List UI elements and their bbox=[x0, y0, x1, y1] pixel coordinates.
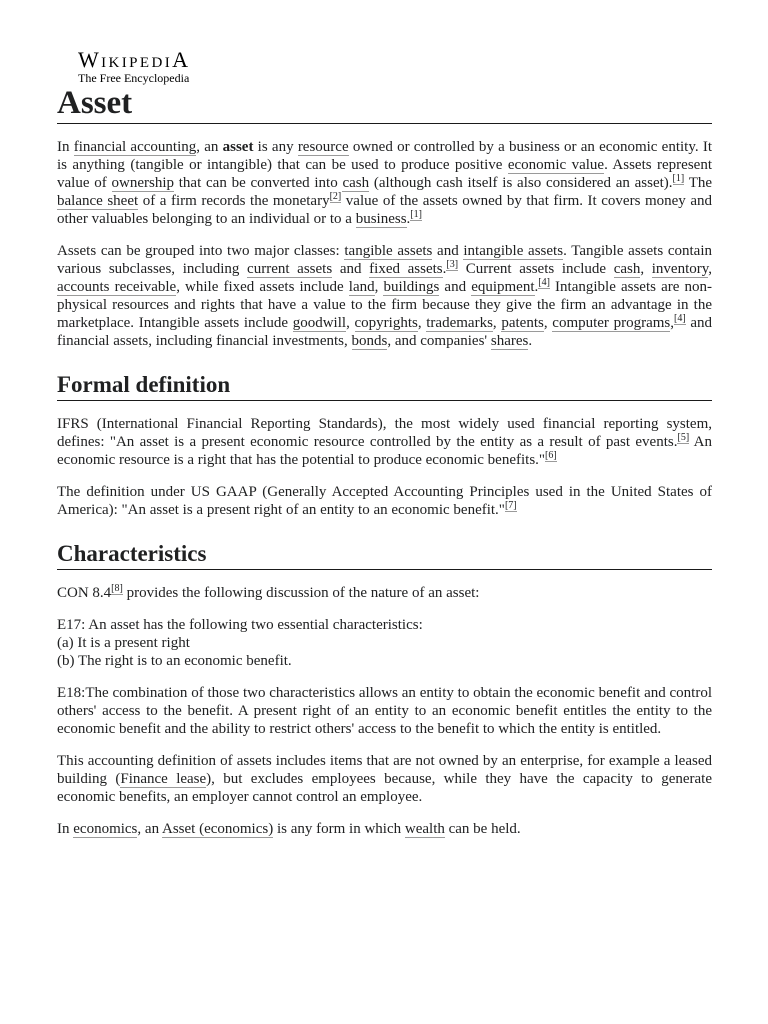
link-buildings[interactable]: buildings bbox=[383, 279, 440, 295]
bold-term: asset bbox=[222, 139, 254, 155]
paragraph-text: ), but excludes employees because, while they have the capacity to generate economic benefits, an employer cannot control an employee. bbox=[57, 771, 712, 805]
paragraph-text: provides the following discussion of the nature of an asset: bbox=[122, 585, 480, 601]
paragraph-text: is any bbox=[253, 139, 298, 155]
paragraph-text: can be held. bbox=[444, 821, 521, 837]
paragraph-text: In bbox=[57, 139, 74, 155]
link-asset-economics[interactable]: Asset (economics) bbox=[162, 821, 274, 837]
link-fixed-assets[interactable]: fixed assets bbox=[369, 261, 443, 277]
link-intangible-assets[interactable]: intangible assets bbox=[463, 243, 564, 259]
paragraph-text: , bbox=[346, 315, 355, 331]
paragraph-text: and bbox=[432, 243, 464, 259]
paragraph-text: CON 8.4 bbox=[57, 585, 112, 601]
paragraph-text: , and companies' bbox=[387, 333, 491, 349]
paragraph-text: An economic resource is a right that has the potential to produce economic benefits." bbox=[57, 434, 713, 468]
paragraph-text: . bbox=[528, 333, 533, 349]
paragraph-text: . bbox=[534, 279, 539, 295]
paragraph-text: . Tangible assets contain various subclasses, including bbox=[57, 243, 712, 277]
paragraph-text: and bbox=[332, 261, 370, 277]
paragraph-text: , an bbox=[137, 821, 162, 837]
paragraph-text: , bbox=[374, 279, 384, 295]
link-ownership[interactable]: ownership bbox=[111, 175, 174, 191]
paragraph-text: IFRS (International Financial Reporting Standards), the most widely used financial reporting system, defines: "An asset is a present economic resource controlled by the entity as a result of past events. bbox=[57, 416, 712, 450]
logo-tagline: The Free Encyclopedia bbox=[78, 71, 190, 85]
paragraph-text: , bbox=[417, 315, 427, 331]
paragraph bbox=[57, 616, 712, 670]
link-shares[interactable]: shares bbox=[490, 333, 529, 349]
link-trademarks[interactable]: trademarks bbox=[426, 315, 493, 331]
link-goodwill[interactable]: goodwill bbox=[292, 315, 347, 331]
link-tangible-assets[interactable]: tangible assets bbox=[344, 243, 433, 259]
article bbox=[57, 84, 712, 838]
citation-link[interactable]: [4] bbox=[538, 277, 550, 288]
citation-link[interactable]: [4] bbox=[674, 313, 686, 324]
paragraph bbox=[57, 684, 712, 738]
paragraph-text: Current assets include bbox=[458, 261, 614, 277]
link-finance-lease[interactable]: Finance lease bbox=[120, 771, 207, 787]
paragraph-text: . bbox=[406, 211, 411, 227]
paragraph-text: that can be converted into bbox=[174, 175, 343, 191]
link-cash[interactable]: cash bbox=[613, 261, 641, 277]
citation-link[interactable]: [1] bbox=[410, 209, 422, 220]
paragraph-text: , bbox=[708, 261, 713, 277]
link-computer-programs[interactable]: computer programs bbox=[552, 315, 671, 331]
link-land[interactable]: land bbox=[348, 279, 375, 295]
citation-link[interactable]: [5] bbox=[677, 432, 690, 443]
paragraph-text: , bbox=[640, 261, 652, 277]
link-business[interactable]: business bbox=[355, 211, 407, 227]
paragraph-text: E18:The combination of those two characteristics allows an entity to obtain the economic benefit and control others' access to the benefit. A present right of an entity to an economic benefit entitles the entity to the economic benefit and the ability to restrict others' access to the benefit to which the entity is entitled. bbox=[57, 685, 712, 737]
paragraph bbox=[57, 820, 712, 838]
paragraph-text: (a) It is a present right bbox=[57, 635, 190, 651]
paragraph-text: , bbox=[670, 315, 675, 331]
link-wealth[interactable]: wealth bbox=[404, 821, 445, 837]
citation-link[interactable]: [1] bbox=[672, 173, 685, 184]
citation-link[interactable]: [6] bbox=[545, 450, 557, 461]
link-patents[interactable]: patents bbox=[501, 315, 544, 331]
link-equipment[interactable]: equipment bbox=[471, 279, 535, 295]
section-heading-characteristics: Characteristics bbox=[57, 540, 712, 570]
paragraph-text: . Assets represent value of bbox=[57, 157, 712, 191]
citation-link[interactable]: [2] bbox=[329, 191, 342, 202]
paragraph-text: and bbox=[439, 279, 472, 295]
link-current-assets[interactable]: current assets bbox=[247, 261, 333, 277]
paragraph-text: of a firm records the monetary bbox=[138, 193, 330, 209]
page-title: Asset bbox=[57, 84, 712, 124]
section-heading-formal-definition: Formal definition bbox=[57, 371, 712, 401]
link-inventory[interactable]: inventory bbox=[651, 261, 709, 277]
link-economic-value[interactable]: economic value bbox=[507, 157, 605, 173]
paragraph-text: and financial assets, including financial investments, bbox=[57, 315, 713, 349]
wikipedia-logo[interactable] bbox=[78, 49, 190, 85]
logo-wordmark: WikipediA bbox=[78, 47, 191, 72]
paragraph-text: The bbox=[684, 175, 713, 191]
paragraph-text: This accounting definition of assets includes items that are not owned by an enterprise, for example a leased building ( bbox=[57, 753, 712, 787]
paragraph-text: (b) The right is to an economic benefit. bbox=[57, 653, 292, 669]
link-financial-accounting[interactable]: financial accounting bbox=[73, 139, 197, 155]
paragraph-text: E17: An asset has the following two essential characteristics: bbox=[57, 617, 423, 633]
paragraph-text: , an bbox=[196, 139, 223, 155]
paragraph-text: owned or controlled by a business or an economic entity. It is anything (tangible or intangible) that can be used to produce positive bbox=[57, 139, 712, 173]
paragraph-text: is any form in which bbox=[273, 821, 405, 837]
link-accounts-receivable[interactable]: accounts receivable bbox=[57, 279, 177, 295]
link-balance-sheet[interactable]: balance sheet bbox=[57, 193, 139, 209]
paragraph bbox=[57, 584, 712, 602]
paragraph-text: , while fixed assets include bbox=[176, 279, 349, 295]
paragraph-text: . bbox=[442, 261, 447, 277]
link-resource[interactable]: resource bbox=[297, 139, 349, 155]
paragraph-text: In bbox=[57, 821, 74, 837]
paragraph bbox=[57, 752, 712, 806]
link-economics[interactable]: economics bbox=[73, 821, 138, 837]
paragraph bbox=[57, 415, 712, 469]
paragraph-text: , bbox=[543, 315, 553, 331]
paragraph-text: , bbox=[492, 315, 502, 331]
paragraph bbox=[57, 138, 712, 228]
paragraph-text: value of the assets owned by that firm. It covers money and other valuables belonging to an individual or to a bbox=[57, 193, 713, 227]
article-body bbox=[57, 138, 712, 838]
citation-link[interactable]: [7] bbox=[504, 500, 517, 511]
paragraph-text: Assets can be grouped into two major classes: bbox=[57, 243, 345, 259]
paragraph bbox=[57, 242, 712, 350]
paragraph-text: The definition under US GAAP (Generally Accepted Accounting Principles used in the United States of America): "An asset is a present right of an entity to an economic benefit." bbox=[57, 484, 712, 518]
paragraph bbox=[57, 483, 712, 519]
citation-link[interactable]: [8] bbox=[111, 583, 123, 594]
link-bonds[interactable]: bonds bbox=[351, 333, 388, 349]
paragraph-text: Intangible assets are non-physical resources and rights that have a value to the firm because they give the firm an advantage in the marketplace. Intangible assets include bbox=[57, 279, 712, 331]
paragraph-text: (although cash itself is also considered an asset). bbox=[369, 175, 673, 191]
link-copyrights[interactable]: copyrights bbox=[354, 315, 418, 331]
citation-link[interactable]: [3] bbox=[446, 259, 459, 270]
link-cash[interactable]: cash bbox=[342, 175, 370, 191]
